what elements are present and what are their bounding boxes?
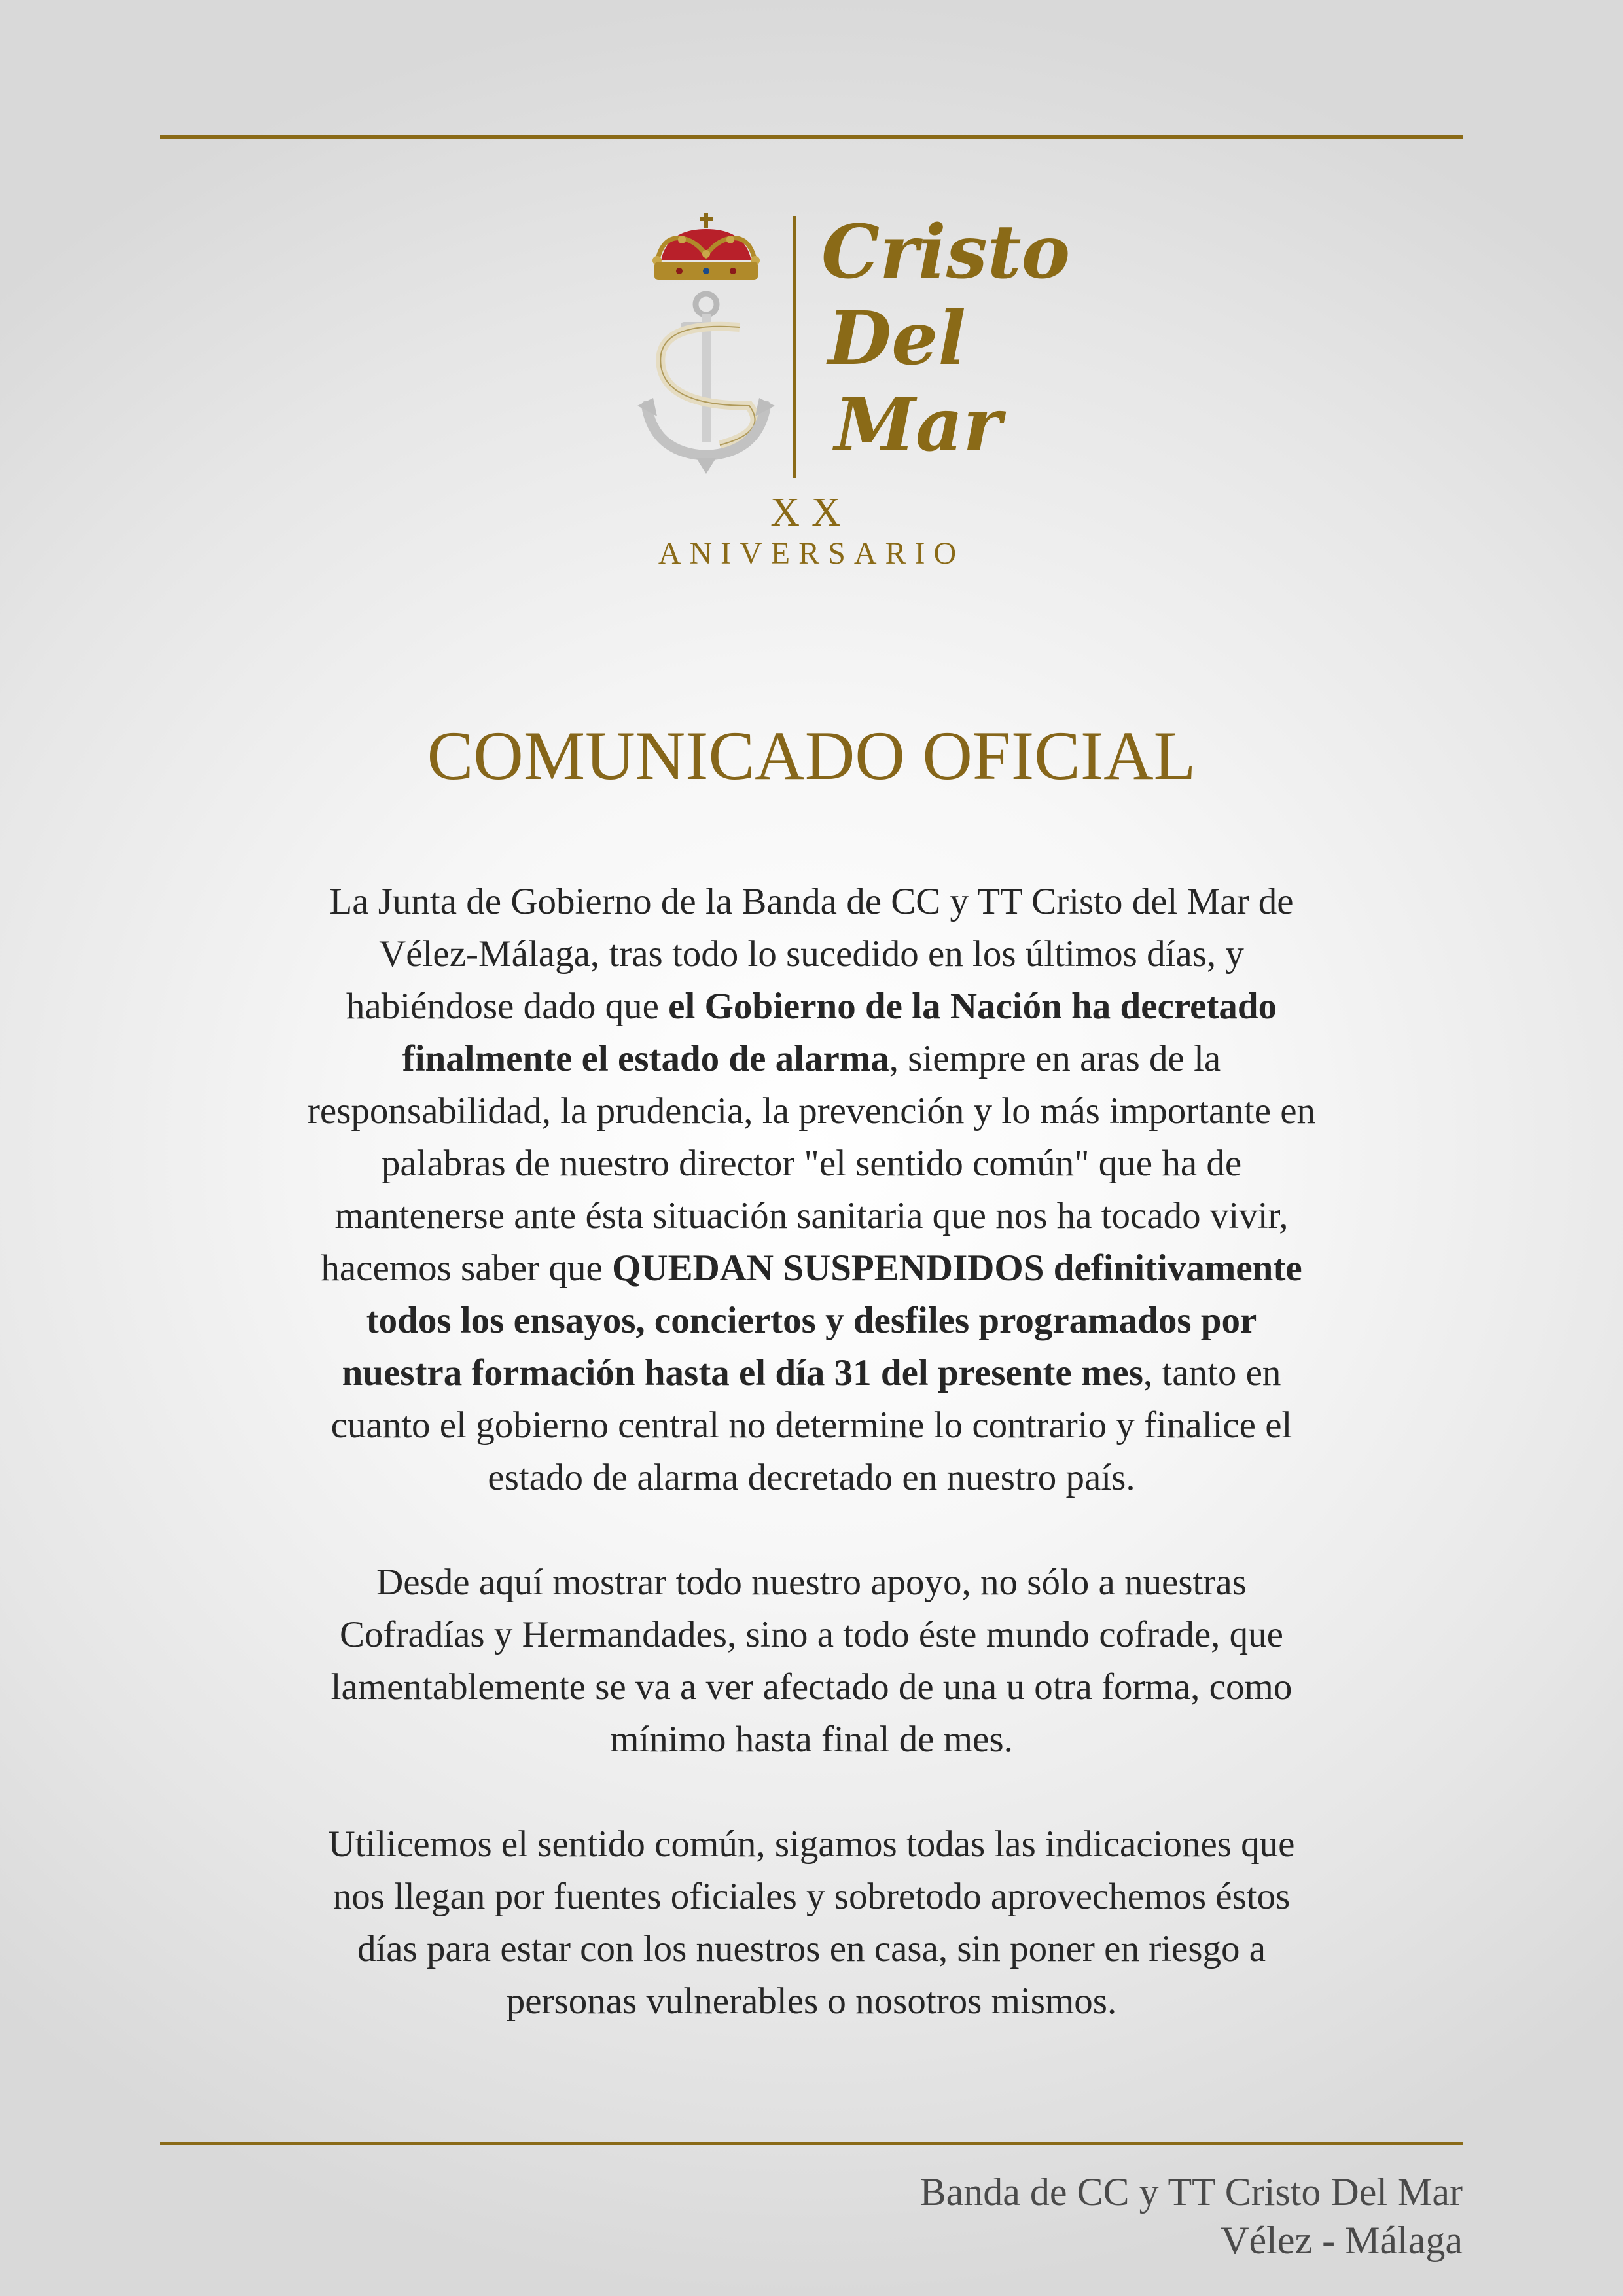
paragraph-announcement: [190, 876, 1433, 1504]
paragraph-line: [190, 1138, 1433, 1190]
document-title: COMUNICADO OFICIAL: [427, 717, 1196, 794]
text-run: mantenerse ante ésta situación sanitaria que nos ha tocado vivir,: [334, 1195, 1289, 1236]
wordmark-line: Cristo: [821, 209, 1071, 295]
wordmark-line: Del: [828, 296, 966, 382]
footer-organization: Banda de CC y TT Cristo Del Mar: [919, 2170, 1463, 2214]
paragraph-line: [190, 1190, 1433, 1242]
paragraph-line: [190, 1818, 1433, 1871]
emphasis-run: finalmente el estado de alarma: [402, 1038, 889, 1079]
text-run: mínimo hasta final de mes.: [610, 1719, 1013, 1760]
paragraph-line: [190, 1242, 1433, 1295]
footer-location: Vélez - Málaga: [1221, 2219, 1463, 2262]
text-run: habiéndose dado que: [346, 986, 669, 1027]
text-run: , tanto en: [1143, 1352, 1281, 1393]
paragraph-line: [190, 876, 1433, 928]
paragraph-line: [190, 928, 1433, 980]
top-rule: [160, 135, 1463, 139]
logo-wordmark: [808, 209, 1071, 484]
paragraph-line: [190, 1556, 1433, 1609]
emphasis-run: nuestra formación hasta el día 31 del presente mes: [342, 1352, 1143, 1393]
emphasis-run: todos los ensayos, conciertos y desfiles programados por: [366, 1300, 1257, 1341]
text-run: palabras de nuestro director "el sentido común" que ha de: [381, 1143, 1242, 1184]
paragraph-line: [190, 1609, 1433, 1661]
bottom-rule: [160, 2142, 1463, 2145]
text-run: Utilicemos el sentido común, sigamos todas las indicaciones que: [328, 1823, 1295, 1865]
paragraph-line: [190, 1295, 1433, 1347]
text-run: lamentablemente se va a ver afectado de una u otra forma, como: [330, 1666, 1293, 1708]
text-run: días para estar con los nuestros en casa, sin poner en riesgo a: [357, 1928, 1266, 1969]
anniversary-number: XX: [770, 490, 853, 535]
paragraph-line: [190, 1713, 1433, 1766]
logo-divider: [793, 216, 796, 478]
text-run: La Junta de Gobierno de la Banda de CC y TT Cristo del Mar de: [329, 881, 1294, 922]
paragraph-line: [190, 1923, 1433, 1975]
paragraph-line: [190, 1399, 1433, 1452]
text-run: responsabilidad, la prudencia, la prevención y lo más importante en: [307, 1090, 1316, 1132]
emphasis-run: QUEDAN SUSPENDIDOS definitivamente: [612, 1247, 1302, 1289]
paragraph-line: [190, 1661, 1433, 1713]
paragraph-line: [190, 1347, 1433, 1399]
paragraph-line: [190, 1871, 1433, 1923]
paragraph-line: [190, 1085, 1433, 1138]
paragraph-line: [190, 1452, 1433, 1504]
emphasis-run: el Gobierno de la Nación ha decretado: [668, 986, 1277, 1027]
paragraph-line: [190, 980, 1433, 1033]
paragraph-recommendation: [190, 1818, 1433, 2028]
text-run: nos llegan por fuentes oficiales y sobretodo aprovechemos éstos: [332, 1876, 1291, 1917]
text-run: Vélez-Málaga, tras todo lo sucedido en los últimos días, y: [379, 933, 1244, 975]
wordmark-line: Mar: [834, 382, 1002, 468]
paragraph-support: [190, 1556, 1433, 1766]
anniversary-label: ANIVERSARIO: [658, 536, 965, 571]
text-run: cuanto el gobierno central no determine lo contrario y finalice el: [330, 1405, 1293, 1446]
paragraph-line: [190, 1033, 1433, 1085]
text-run: Cofradías y Hermandades, sino a todo éste mundo cofrade, que: [340, 1614, 1283, 1655]
paragraph-line: [190, 1975, 1433, 2028]
crown-anchor-emblem-icon: [628, 209, 785, 484]
text-run: hacemos saber que: [321, 1247, 613, 1289]
text-run: estado de alarma decretado en nuestro país.: [488, 1457, 1135, 1498]
text-run: personas vulnerables o nosotros mismos.: [506, 1981, 1117, 2022]
text-run: Desde aquí mostrar todo nuestro apoyo, no sólo a nuestras: [376, 1562, 1247, 1603]
brand-logo: [628, 209, 1071, 484]
text-run: , siempre en aras de la: [889, 1038, 1221, 1079]
